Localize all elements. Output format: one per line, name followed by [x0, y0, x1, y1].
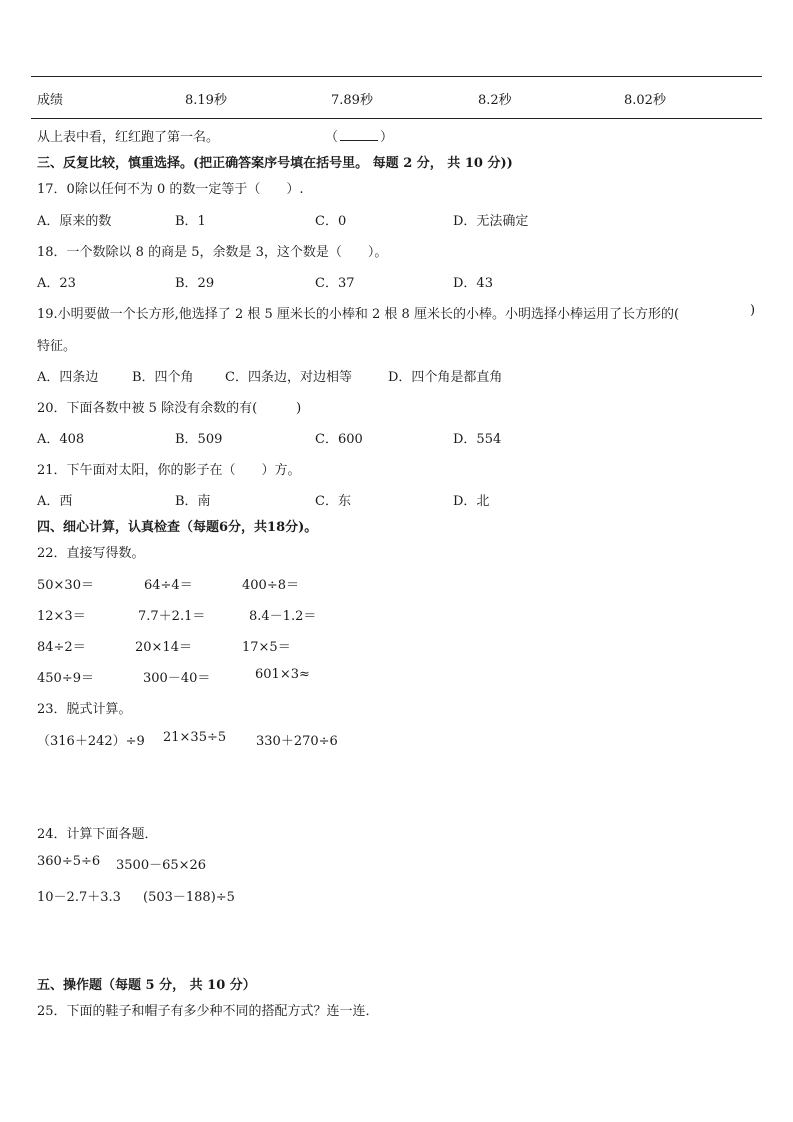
q21-option-a: A．西: [37, 494, 73, 509]
q21-option-d: D．北: [453, 494, 490, 509]
score-cell-1: 8.19秒: [185, 93, 227, 108]
paren-open: （: [325, 130, 339, 145]
q22-cell: 20×14＝: [135, 640, 192, 655]
score-cell-2: 7.89秒: [331, 93, 373, 108]
q18-stem: 18．一个数除以 8 的商是 5，余数是 3，这个数是（ ）。: [37, 245, 388, 260]
table-question-text: 从上表中看，红红跑了第一名。: [37, 130, 220, 145]
q22-cell: 400÷8＝: [242, 578, 299, 593]
score-cell-3: 8.2秒: [478, 93, 512, 108]
q22-cell: 601×3≈: [255, 667, 310, 682]
q19-stem: 19.小明要做一个长方形,他选择了 2 根 5 厘米长的小棒和 2 根 8 厘米长的小棒。小明选择小棒运用了长方形的(: [37, 307, 680, 322]
q21-stem: 21．下午面对太阳，你的影子在（ ）方。: [37, 463, 301, 478]
q19-option-c: C．四条边，对边相等: [225, 370, 352, 385]
q18-option-b: B．29: [175, 276, 215, 291]
q17-option-b: B．1: [175, 214, 206, 229]
q20-option-a: A．408: [37, 432, 85, 447]
table-bottom-rule: [31, 118, 762, 119]
q19-option-a: A．四条边: [37, 370, 99, 385]
section4-heading: 四、细心计算，认真检查（每题6分，共18分)。: [37, 520, 318, 535]
q18-option-a: A．23: [37, 276, 76, 291]
q24-item: 3500－65×26: [116, 858, 207, 873]
q19-option-b: B．四个角: [132, 370, 194, 385]
q22-cell: 7.7＋2.1＝: [138, 609, 206, 624]
table-top-rule: [31, 76, 762, 77]
q22-cell: 17×5＝: [242, 640, 291, 655]
q17-option-a: A．原来的数: [37, 214, 112, 229]
q20-option-d: D．554: [453, 432, 502, 447]
q18-option-c: C．37: [315, 276, 355, 291]
section5-heading: 五、操作题（每题 5 分， 共 10 分）: [37, 978, 256, 993]
q22-title: 22．直接写得数。: [37, 546, 145, 561]
q22-cell: 450÷9＝: [37, 671, 94, 686]
q17-option-d: D．无法确定: [453, 214, 529, 229]
q25-stem: 25．下面的鞋子和帽子有多少种不同的搭配方式？连一连．: [37, 1004, 379, 1019]
q22-cell: 84÷2＝: [37, 640, 86, 655]
score-cell-4: 8.02秒: [624, 93, 666, 108]
blank-line: [340, 130, 378, 141]
q24-item: (503－188)÷5: [143, 890, 235, 905]
q18-option-d: D．43: [453, 276, 493, 291]
q20-stem: 20．下面各数中被 5 除没有余数的有( ): [37, 401, 302, 416]
q23-item: 330＋270÷6: [256, 734, 338, 749]
q22-cell: 64÷4＝: [144, 578, 193, 593]
paren-close: ）: [380, 130, 394, 145]
q23-title: 23．脱式计算。: [37, 702, 132, 717]
q22-cell: 8.4－1.2＝: [249, 609, 317, 624]
score-row-label: 成绩: [37, 93, 64, 108]
q21-option-c: C．东: [315, 494, 351, 509]
q23-item: 21×35÷5: [163, 730, 227, 745]
q17-stem: 17．0除以任何不为 0 的数一定等于（ ）.: [37, 182, 304, 197]
q19-stem-line2: 特征。: [37, 339, 77, 354]
q22-cell: 12×3＝: [37, 609, 86, 624]
q22-cell: 50×30＝: [37, 578, 94, 593]
q17-option-c: C．0: [315, 214, 347, 229]
q20-option-c: C．600: [315, 432, 363, 447]
q20-option-b: B．509: [175, 432, 223, 447]
section3-heading: 三、反复比较，慎重选择。(把正确答案序号填在括号里。 每题 2 分， 共 10 分)): [37, 156, 513, 171]
q19-stem-end: ): [750, 303, 756, 318]
q24-item: 10－2.7＋3.3: [37, 890, 121, 905]
answer-blank: [325, 126, 393, 145]
q24-title: 24．计算下面各题．: [37, 827, 158, 842]
q23-item: （316＋242）÷9: [37, 734, 145, 749]
q21-option-b: B．南: [175, 494, 211, 509]
q22-cell: 300－40＝: [143, 671, 211, 686]
q19-option-d: D．四个角是都直角: [388, 370, 503, 385]
q24-item: 360÷5÷6: [37, 854, 101, 869]
